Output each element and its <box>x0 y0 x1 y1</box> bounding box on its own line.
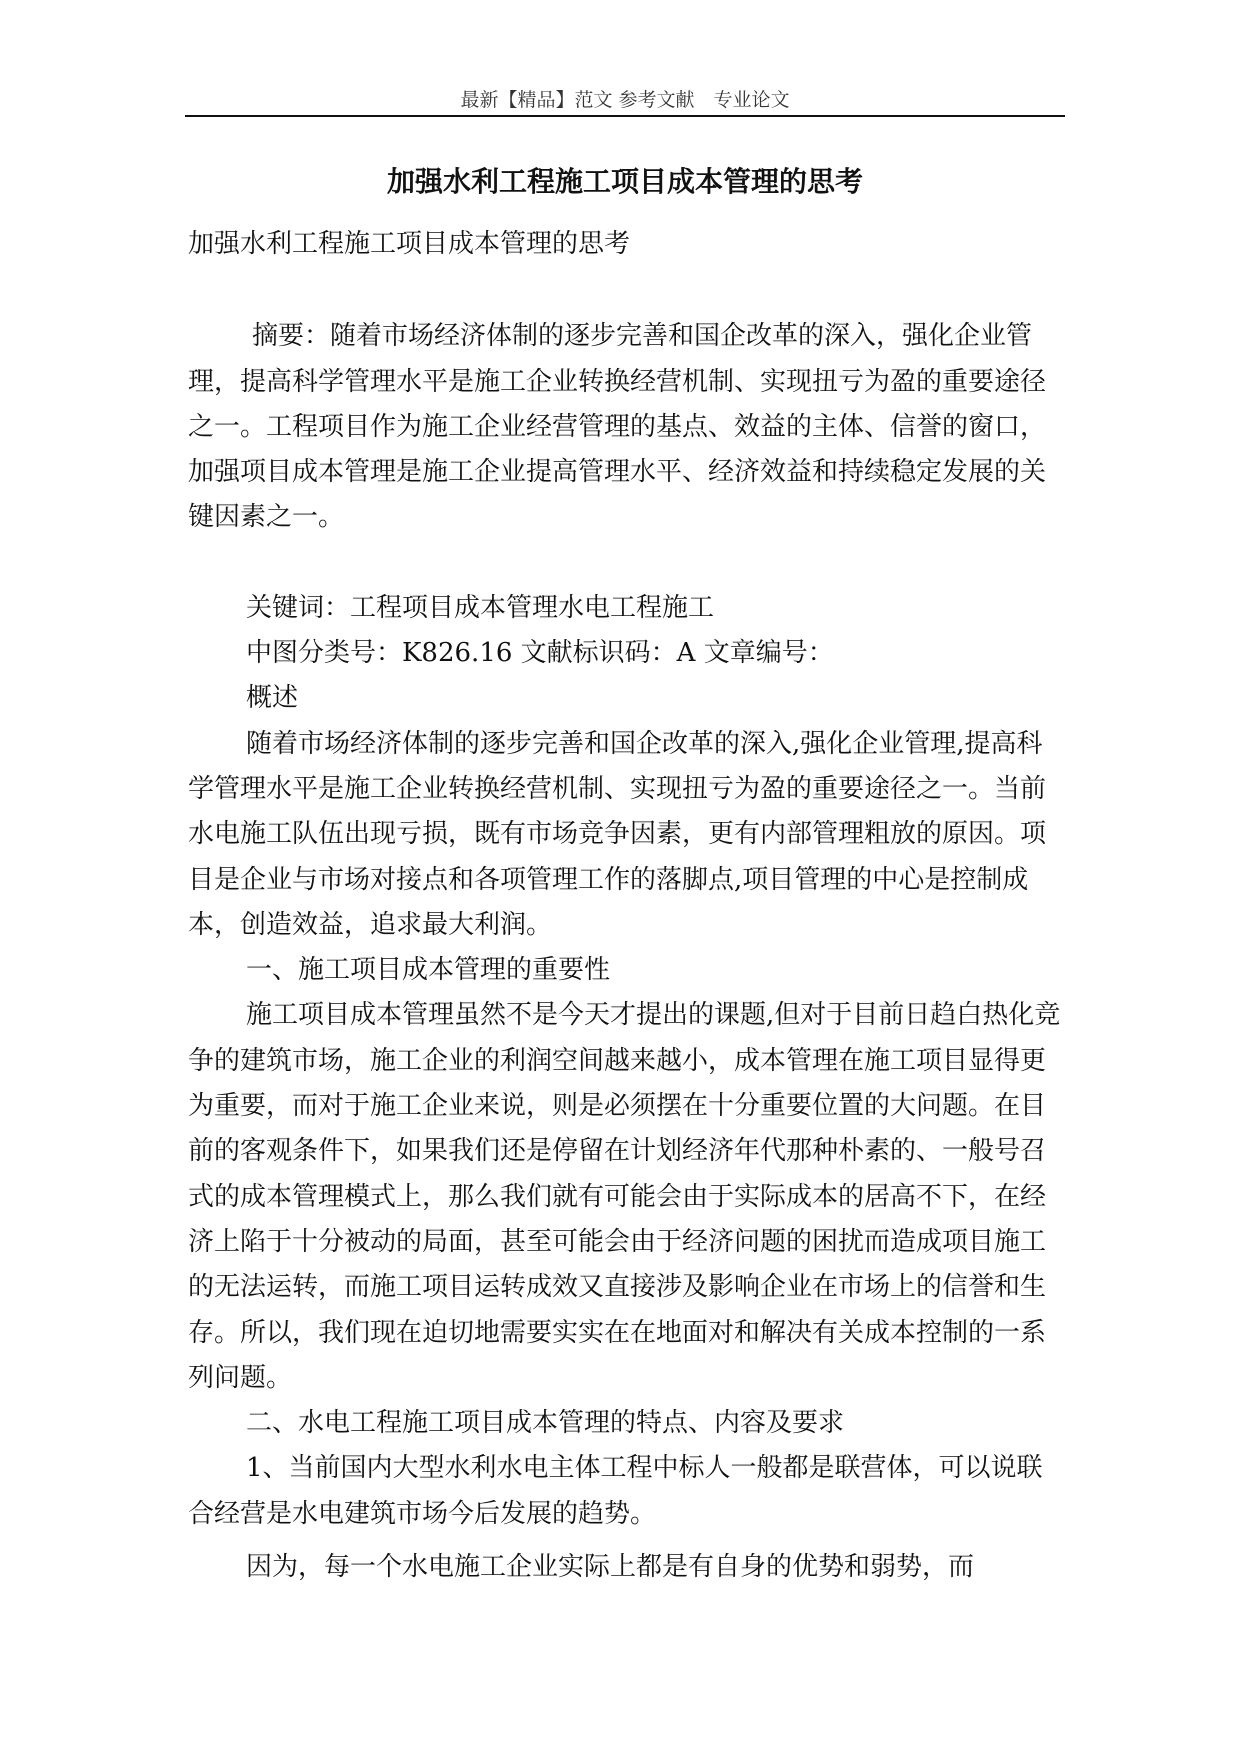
classification-line: 中图分类号：K826.16 文献标识码：A 文章编号： <box>246 638 834 669</box>
section1-heading: 一、施工项目成本管理的重要性 <box>246 955 611 986</box>
document-subtitle: 加强水利工程施工项目成本管理的思考 <box>188 229 631 259</box>
page-header: 最新【精品】范文 参考文献 专业论文 <box>460 89 790 111</box>
document-title: 加强水利工程施工项目成本管理的思考 <box>386 165 863 198</box>
header-divider <box>185 115 1065 117</box>
document-body <box>188 222 1068 1590</box>
keywords-line: 关键词：工程项目成本管理水电工程施工 <box>246 592 715 623</box>
abstract-paragraph: 摘要：随着市场经济体制的逐步完善和国企改革的深入，强化企业管理，提高科学管理水平是施工企业转换经营机制、实现扭亏为盈的重要途径之一。工程项目作为施工企业经营管理的基点、效益的主体、信誉的窗口，加强项目成本管理是施工企业提高管理水平、经济效益和持续稳定发展的关键因素之一。 <box>188 321 1047 533</box>
section2-paragraph: 因为，每一个水电施工企业实际上都是有自身的优势和弱势，而 <box>246 1552 975 1583</box>
section2-point-1: 1、当前国内大型水利水电主体工程中标人一般都是联营体，可以说联合经营是水电建筑市场今后发展的趋势。 <box>188 1453 1043 1529</box>
overview-paragraph: 随着市场经济体制的逐步完善和国企改革的深入,强化企业管理,提高科学管理水平是施工企业转换经营机制、实现扭亏为盈的重要途径之一。当前水电施工队伍出现亏损，既有市场竞争因素，更有内部管理粗放的原因。项目是企业与市场对接点和各项管理工作的落脚点,项目管理的中心是控制成本，创造效益，追求最大利润。 <box>188 728 1047 940</box>
section1-paragraph: 施工项目成本管理虽然不是今天才提出的课题,但对于目前日趋白热化竞争的建筑市场，施工企业的利润空间越来越小，成本管理在施工项目显得更为重要，而对于施工企业来说，则是必须摆在十分重要位置的大问题。在目前的客观条件下，如果我们还是停留在计划经济年代那种朴素的、一般号召式的成本管理模式上，那么我们就有可能会由于实际成本的居高不下，在经济上陷于十分被动的局面，甚至可能会由于经济问题的困扰而造成项目施工的无法运转，而施工项目运转成效又直接涉及影响企业在市场上的信誉和生存。所以，我们现在迫切地需要实实在在地面对和解决有关成本控制的一系列问题。 <box>188 1000 1061 1393</box>
overview-heading: 概述 <box>246 683 299 714</box>
section2-heading: 二、水电工程施工项目成本管理的特点、内容及要求 <box>246 1408 845 1439</box>
